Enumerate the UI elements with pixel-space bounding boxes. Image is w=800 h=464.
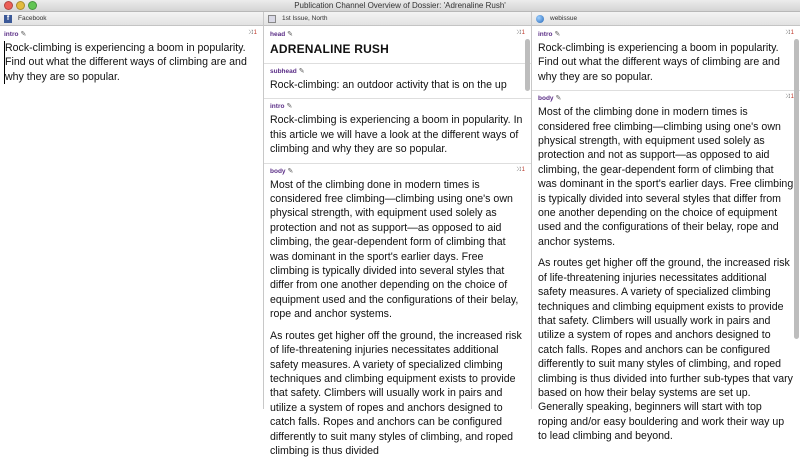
branch-count: 1 xyxy=(790,30,794,36)
channel-header xyxy=(532,12,800,26)
branch-count: 1 xyxy=(790,94,794,101)
paragraph[interactable]: Most of the climbing done in modern times is considered free climbing—climbing using one's own physical strength, with equipment used solely as protection and not as support—as opposed to aid climbing, the gear-dependent form of climbing that was dominant in the sport's earlier days. Free climbing is typically divided into several styles that differ from one another depending on the choice of equipment used and the configurations of their belay, rope and anchor systems. xyxy=(270,178,519,321)
channel-content[interactable] xyxy=(264,27,531,457)
intro-text[interactable]: Rock-climbing is experiencing a boom in popularity. In this article we will have a look at the different ways of climbing and why they are so popular. xyxy=(270,114,523,156)
globe-icon xyxy=(536,15,544,23)
print-issue-icon xyxy=(268,15,276,23)
component-label: intro xyxy=(270,103,285,111)
component-label: body xyxy=(270,167,286,175)
component-label: body xyxy=(538,95,554,103)
component-text[interactable] xyxy=(4,41,257,84)
component-block-intro[interactable] xyxy=(532,27,800,91)
paragraph[interactable]: As routes get higher off the ground, the increased risk of life-threatening injuries necessitates additional safety measures. A variety of specialized climbing techniques and climbing equipment exists to provide that safety. Climbers will usually work in pairs and utilize a system of ropes and anchors designed to catch falls. Ropes and anchors can be configured differently to suit many styles of climbing, and roped climbing is thus divided xyxy=(270,329,522,457)
window-titlebar xyxy=(0,0,800,12)
channel-name: Facebook xyxy=(18,15,47,22)
component-label: intro xyxy=(538,31,553,38)
scrollbar[interactable] xyxy=(521,27,531,409)
branch-count: 1 xyxy=(521,166,525,173)
branch-icon: ⤨ xyxy=(247,30,253,36)
component-block-intro[interactable] xyxy=(0,27,263,90)
channel-column-print xyxy=(264,12,532,457)
pencil-icon[interactable]: ✎ xyxy=(287,31,294,38)
pencil-icon[interactable]: ✎ xyxy=(554,31,561,38)
component-block-intro[interactable] xyxy=(264,99,531,163)
component-block-body[interactable] xyxy=(264,164,531,464)
pencil-icon[interactable]: ✎ xyxy=(20,31,27,38)
channel-content[interactable] xyxy=(532,27,800,443)
component-block-body[interactable] xyxy=(532,91,800,449)
branch-icon: ⤨ xyxy=(515,30,521,36)
pencil-icon[interactable]: ✎ xyxy=(286,103,293,111)
intro-text[interactable]: Rock-climbing is experiencing a boom in popularity. Find out what the different ways of climbing are and why they are so popular. xyxy=(538,42,780,83)
channel-column-facebook xyxy=(0,12,264,409)
pencil-icon[interactable]: ✎ xyxy=(298,68,305,75)
branch-count: 1 xyxy=(521,30,525,36)
scrollbar[interactable] xyxy=(790,27,800,409)
branch-icon: ⤨ xyxy=(515,166,521,173)
scroll-thumb[interactable] xyxy=(794,39,799,339)
component-label: head xyxy=(270,31,286,38)
paragraph[interactable]: Rock-climbing is experiencing a boom in popularity. Find out what the different ways of climbing are and why they are so popular. xyxy=(4,41,257,84)
component-label: subhead xyxy=(270,68,297,75)
channel-column-web xyxy=(532,12,800,443)
channel-header xyxy=(0,12,263,26)
branch-indicator[interactable] xyxy=(248,30,257,37)
pencil-icon[interactable]: ✎ xyxy=(287,167,294,175)
component-block-subhead[interactable] xyxy=(264,64,531,99)
pencil-icon[interactable]: ✎ xyxy=(555,95,562,103)
channel-name: webissue xyxy=(550,15,578,22)
component-label: intro xyxy=(4,31,19,38)
body-text[interactable] xyxy=(270,178,525,459)
scroll-thumb[interactable] xyxy=(525,39,530,91)
window-title: Publication Channel Overview of Dossier: 'Adrenaline Rush' xyxy=(294,1,506,10)
branch-icon: ⤨ xyxy=(784,30,790,36)
channel-name: 1st Issue, North xyxy=(282,15,328,22)
channel-header xyxy=(264,12,531,26)
body-text[interactable] xyxy=(538,105,794,443)
paragraph[interactable]: As routes get higher off the ground, the increased risk of life-threatening injuries necessitates additional safety measures. A variety of specialized climbing techniques and climbing equipment exists to provide that safety. Climbers will usually work in pairs and utilize a system of ropes and anchors designed to catch falls. Ropes and anchors can be configured differently to suit many styles of climbing, and roped climbing is thus divided into further sub-types that vary based on how their belay systems are set up. Generally speaking, beginners will start with top roping and/or easy bouldering and work their way up to lead climbing and beyond. xyxy=(538,257,793,443)
headline-text[interactable]: ADRENALINE RUSH xyxy=(270,42,390,56)
subhead-text[interactable]: Rock-climbing: an outdoor activity that is on the up xyxy=(270,79,507,91)
branch-icon: ⤨ xyxy=(784,94,790,101)
channel-content[interactable] xyxy=(0,27,263,409)
facebook-icon: f xyxy=(4,15,12,23)
component-block-head[interactable] xyxy=(264,27,531,64)
branch-count: 1 xyxy=(253,30,257,36)
paragraph[interactable]: Most of the climbing done in modern times is considered free climbing—climbing using one's own physical strength, with equipment used solely as protection and not as support—as opposed to aid climbing, the gear-dependent form of climbing that was dominant in the sport's earlier days. Free climbing is typically divided into several styles that differ from one another depending on the choice of equipment used and the configurations of their belay, rope and anchor systems. xyxy=(538,106,794,248)
